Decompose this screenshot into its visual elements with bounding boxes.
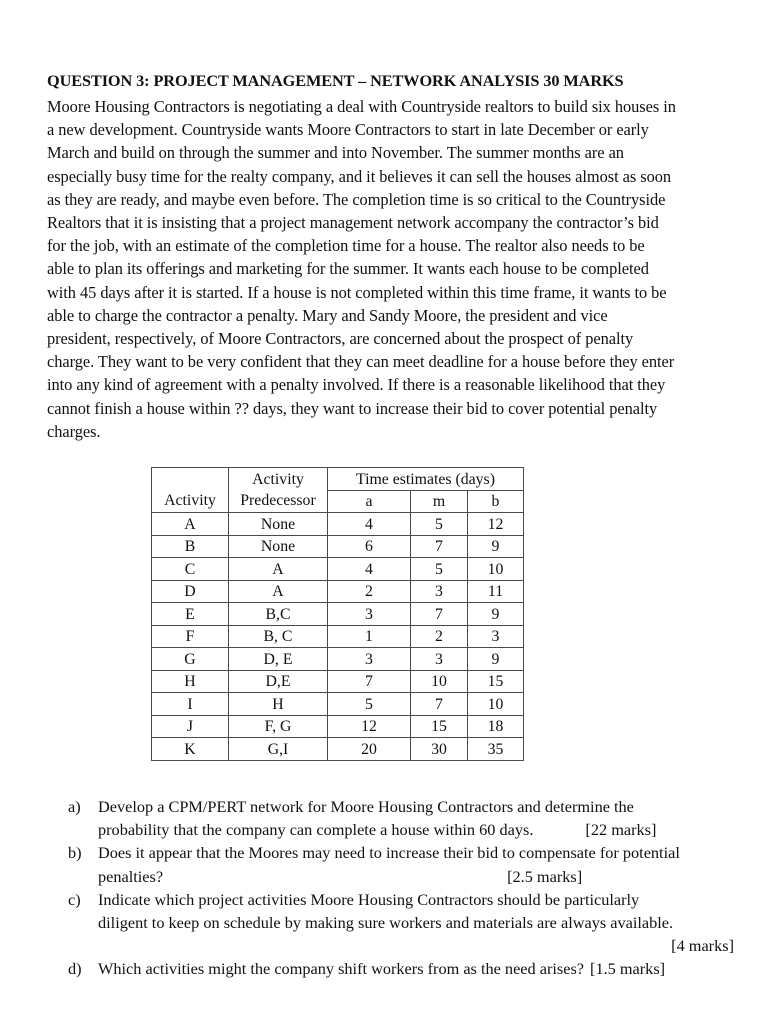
cell-m: 5 (411, 513, 468, 536)
question-marks: [22 marks] (585, 820, 657, 840)
question-marker: a) (68, 797, 81, 816)
table-header-row-group (152, 468, 524, 491)
table-row (152, 513, 524, 536)
cell-a: 6 (328, 535, 411, 558)
cell-m: 3 (411, 648, 468, 671)
cell-b: 9 (468, 648, 524, 671)
paragraph-line: president, respectively, of Moore Contractors, are concerned about the prospect of penalty (47, 329, 634, 349)
table-row (152, 670, 524, 693)
cell-predecessor: F, G (229, 715, 328, 738)
paragraph-line: a new development. Countryside wants Moore Contractors to start in late December or early (47, 120, 649, 140)
question-text-line: Does it appear that the Moores may need to increase their bid to compensate for potential (98, 843, 680, 863)
question-marks: [2.5 marks] (507, 866, 583, 886)
question-marks: [1.5 marks] (590, 959, 666, 979)
table-row (152, 558, 524, 581)
cell-m: 7 (411, 535, 468, 558)
cell-a: 4 (328, 513, 411, 536)
question-text: probability that the company can complete a house within 60 days. (98, 820, 534, 840)
cell-predecessor: G,I (229, 738, 328, 761)
cell-predecessor: None (229, 535, 328, 558)
page-title: QUESTION 3: PROJECT MANAGEMENT – NETWORK ANALYSIS 30 MARKS (47, 70, 624, 90)
cell-b: 12 (468, 513, 524, 536)
cell-m: 7 (411, 693, 468, 716)
cell-activity: F (152, 625, 229, 648)
paragraph-line: Realtors that it is insisting that a project management network accompany the contractor’s bid (47, 213, 659, 233)
cell-b: 9 (468, 535, 524, 558)
body-paragraph (47, 95, 735, 443)
cell-a: 3 (328, 603, 411, 626)
question-text-line: Develop a CPM/PERT network for Moore Housing Contractors and determine the (98, 797, 634, 816)
cell-activity: G (152, 648, 229, 671)
header-col-m: m (411, 490, 468, 513)
cell-m: 2 (411, 625, 468, 648)
question-text: Which activities might the company shift workers from as the need arises? (98, 959, 585, 979)
paragraph-line: cannot finish a house within ?? days, they want to increase their bid to cover potential penalty (47, 398, 658, 418)
question-item (68, 841, 738, 887)
question-marker: b) (68, 843, 82, 863)
question-item (68, 957, 738, 980)
paragraph-line: charges. (47, 421, 101, 441)
cell-m: 15 (411, 715, 468, 738)
cell-m: 7 (411, 603, 468, 626)
cell-m: 10 (411, 670, 468, 693)
table-row (152, 625, 524, 648)
cell-a: 7 (328, 670, 411, 693)
paragraph-line: charge. They want to be very confident that they can meet deadline for a house before they enter (47, 352, 675, 372)
cell-activity: D (152, 580, 229, 603)
paragraph-line: for the job, with an estimate of the completion time for a house. The realtor also needs to be (47, 236, 645, 256)
cell-m: 30 (411, 738, 468, 761)
paragraph-line: able to charge the contractor a penalty. Mary and Sandy Moore, the president and vice (47, 305, 608, 325)
header-col-predecessor-line1: Activity (252, 471, 304, 488)
question-text-line (98, 865, 738, 888)
paragraph-line: able to plan its offerings and marketing for the summer. It wants each house to be completed (47, 259, 649, 279)
paragraph-line: March and build on through the summer and into November. The summer months are an (47, 143, 624, 163)
table-row (152, 693, 524, 716)
table-row (152, 603, 524, 626)
cell-predecessor: None (229, 513, 328, 536)
cell-activity: E (152, 603, 229, 626)
cell-m: 5 (411, 558, 468, 581)
paragraph-line: Moore Housing Contractors is negotiating a deal with Countryside realtors to build six houses in (47, 97, 676, 116)
paragraph-line: especially busy time for the realty company, and it believes it can sell the houses almost as soon (47, 166, 672, 186)
cell-b: 11 (468, 580, 524, 603)
cell-predecessor: B, C (229, 625, 328, 648)
cell-activity: H (152, 670, 229, 693)
header-blank-activity (152, 468, 229, 513)
paragraph-line: into any kind of agreement with a penalty involved. If there is a reasonable likelihood that they (47, 375, 666, 395)
cell-b: 35 (468, 738, 524, 761)
table-row (152, 648, 524, 671)
cell-activity: B (152, 535, 229, 558)
cell-a: 5 (328, 693, 411, 716)
cell-predecessor: A (229, 580, 328, 603)
cell-a: 4 (328, 558, 411, 581)
cell-a: 20 (328, 738, 411, 761)
cell-predecessor: D, E (229, 648, 328, 671)
question-marks: [4 marks] (671, 936, 734, 956)
table-row (152, 738, 524, 761)
question-text-line (98, 818, 738, 841)
paragraph-line: as they are ready, and maybe even before. The completion time is so critical to the Countryside (47, 189, 666, 209)
table-body (152, 513, 524, 761)
cell-a: 1 (328, 625, 411, 648)
cell-b: 18 (468, 715, 524, 738)
table-row (152, 580, 524, 603)
header-col-predecessor-line2: Predecessor (240, 492, 316, 509)
question-text-line: Indicate which project activities Moore Housing Contractors should be particularly (98, 889, 640, 909)
question-text-line: diligent to keep on schedule by making sure workers and materials are always available. (98, 913, 674, 933)
cell-a: 3 (328, 648, 411, 671)
cell-predecessor: B,C (229, 603, 328, 626)
cell-activity: C (152, 558, 229, 581)
header-col-a: a (328, 490, 411, 513)
cell-a: 12 (328, 715, 411, 738)
question-list (68, 795, 738, 981)
cell-b: 15 (468, 670, 524, 693)
cell-activity: I (152, 693, 229, 716)
header-time-estimates: Time estimates (days) (328, 468, 524, 491)
cell-predecessor: H (229, 693, 328, 716)
header-blank-predecessor (229, 468, 328, 513)
question-item (68, 888, 738, 958)
header-col-b: b (468, 490, 524, 513)
question-item (68, 795, 738, 841)
header-col-activity: Activity (164, 492, 216, 509)
cell-activity: A (152, 513, 229, 536)
cell-b: 3 (468, 625, 524, 648)
question-text-line (98, 957, 738, 980)
cell-a: 2 (328, 580, 411, 603)
paragraph-line: with 45 days after it is started. If a house is not completed within this time frame, it wants to be (47, 282, 667, 302)
time-estimates-table-container (151, 467, 524, 761)
table-row (152, 715, 524, 738)
cell-b: 10 (468, 693, 524, 716)
time-estimates-table (151, 467, 524, 761)
question-text: penalties? (98, 866, 164, 886)
cell-activity: J (152, 715, 229, 738)
cell-m: 3 (411, 580, 468, 603)
cell-b: 10 (468, 558, 524, 581)
question-marker: d) (68, 959, 82, 979)
table-head (152, 468, 524, 513)
cell-predecessor: D,E (229, 670, 328, 693)
cell-activity: K (152, 738, 229, 761)
table-row (152, 535, 524, 558)
question-marker: c) (68, 889, 81, 909)
cell-predecessor: A (229, 558, 328, 581)
cell-b: 9 (468, 603, 524, 626)
